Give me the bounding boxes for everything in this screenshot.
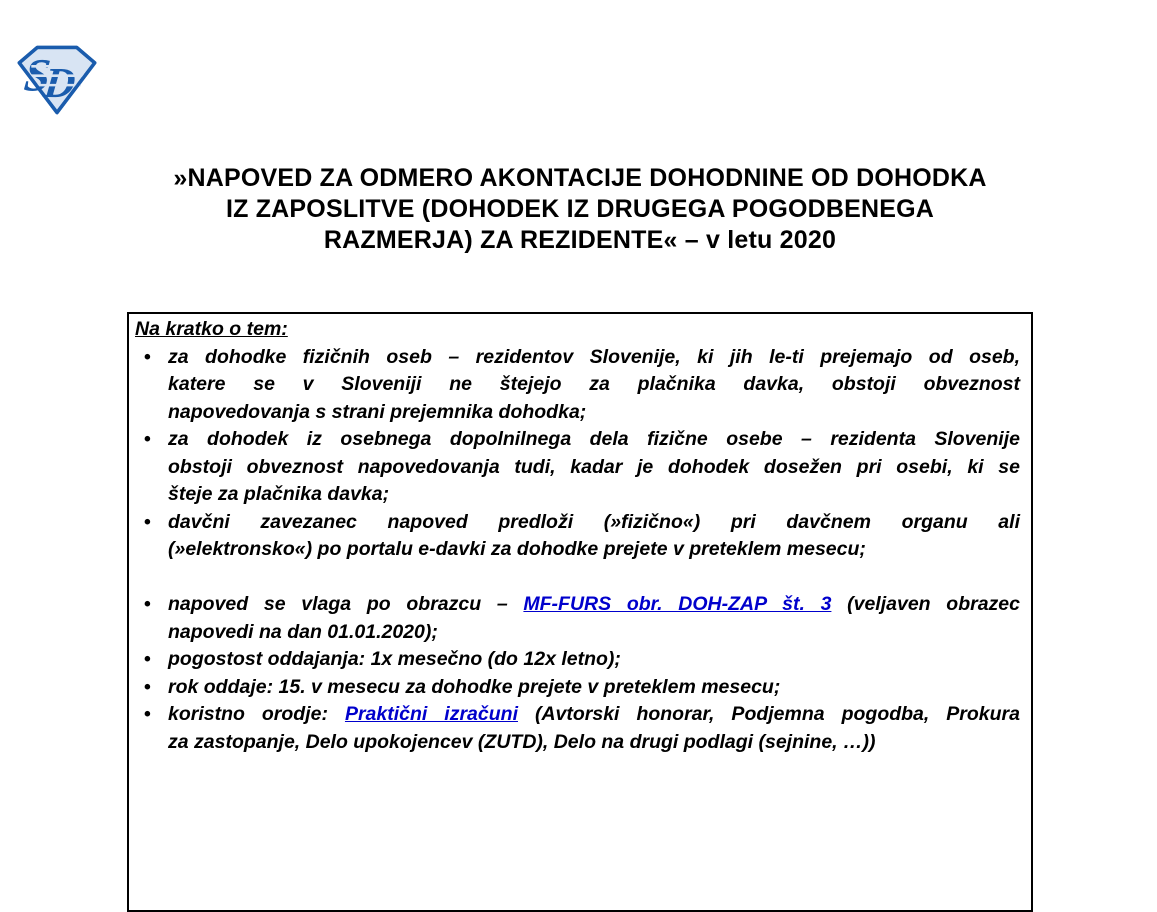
bullet-icon: •: [144, 703, 151, 725]
bullet-text-line: za dohodke fizičnih oseb – rezidentov Slovenije, ki jih le-ti prejemajo od oseb,: [168, 345, 1020, 368]
title-line: »NAPOVED ZA ODMERO AKONTACIJE DOHODNINE OD DOHODKA: [173, 164, 987, 192]
page-title: [118, 163, 1042, 256]
bullet-icon: •: [144, 428, 151, 450]
bullet-text: napoved se vlaga po obrazcu –: [168, 593, 524, 615]
summary-box-heading: [135, 316, 1020, 344]
bullet-icon: •: [144, 648, 151, 670]
bullet-text: koristno orodje:: [168, 703, 345, 725]
bullet-text-line: napovedovanja s strani prejemnika dohodka;: [168, 400, 587, 423]
list-item: [135, 646, 1020, 674]
bullet-icon: •: [144, 593, 151, 615]
list-item: [135, 426, 1020, 509]
list-item: [135, 701, 1020, 756]
list-item: [135, 674, 1020, 702]
title-line: IZ ZAPOSLITVE (DOHODEK IZ DRUGEGA POGODBENEGA: [225, 195, 935, 223]
bullet-text-line: [168, 591, 1020, 619]
summary-box-heading-text: Na kratko o tem:: [135, 318, 288, 340]
sd-logo-icon: [14, 44, 100, 116]
bullet-icon: •: [144, 675, 151, 698]
link-mf-furs-doh-zap-form[interactable]: MF-FURS obr. DOH-ZAP št. 3: [523, 593, 832, 615]
sd-logo: [14, 44, 100, 116]
bullet-text: (Avtorski honorar, Podjemna pogodba, Prokura: [517, 703, 1020, 725]
list-item: [135, 591, 1020, 646]
bullet-text-line: šteje za plačnika davka;: [168, 483, 390, 505]
bullet-text-line: (»elektronsko«) po portalu e-davki za dohodke prejete v preteklem mesecu;: [168, 538, 866, 560]
bullet-text-line: napovedi na dan 01.01.2020);: [168, 620, 438, 643]
bullet-text-line: pogostost oddajanja: 1x mesečno (do 12x letno);: [168, 648, 621, 670]
bullet-icon: •: [144, 510, 151, 533]
bullet-icon: •: [144, 345, 151, 368]
bullet-text-line: za zastopanje, Delo upokojencev (ZUTD), Delo na drugi podlagi (sejnine, …)): [168, 730, 876, 753]
bullet-text-line: za dohodek iz osebnega dopolnilnega dela fizične osebe – rezidenta Slovenije: [168, 428, 1020, 450]
svg-text:D: D: [41, 60, 78, 108]
summary-box: [127, 312, 1033, 912]
bullet-text-line: [168, 701, 1020, 729]
title-line: RAZMERJA) ZA REZIDENTE« – v letu 2020: [323, 226, 837, 254]
bullet-text-line: obstoji obveznost napovedovanja tudi, kadar je dohodek dosežen pri osebi, ki se: [168, 455, 1020, 478]
svg-text:S: S: [21, 50, 53, 102]
bullet-text: (veljaven obrazec: [831, 593, 1020, 615]
list-item: [135, 509, 1020, 564]
blank-line: [135, 564, 1020, 592]
link-prakticni-izracuni[interactable]: Praktični izračuni: [344, 703, 518, 725]
bullet-text-line: davčni zavezanec napoved predloži (»fizično«) pri davčnem organu ali: [168, 510, 1020, 533]
bullet-text-line: katere se v Sloveniji ne štejejo za plačnika davka, obstoji obveznost: [168, 373, 1020, 395]
list-item: [135, 344, 1020, 427]
bullet-text-line: rok oddaje: 15. v mesecu za dohodke prejete v preteklem mesecu;: [168, 675, 781, 698]
